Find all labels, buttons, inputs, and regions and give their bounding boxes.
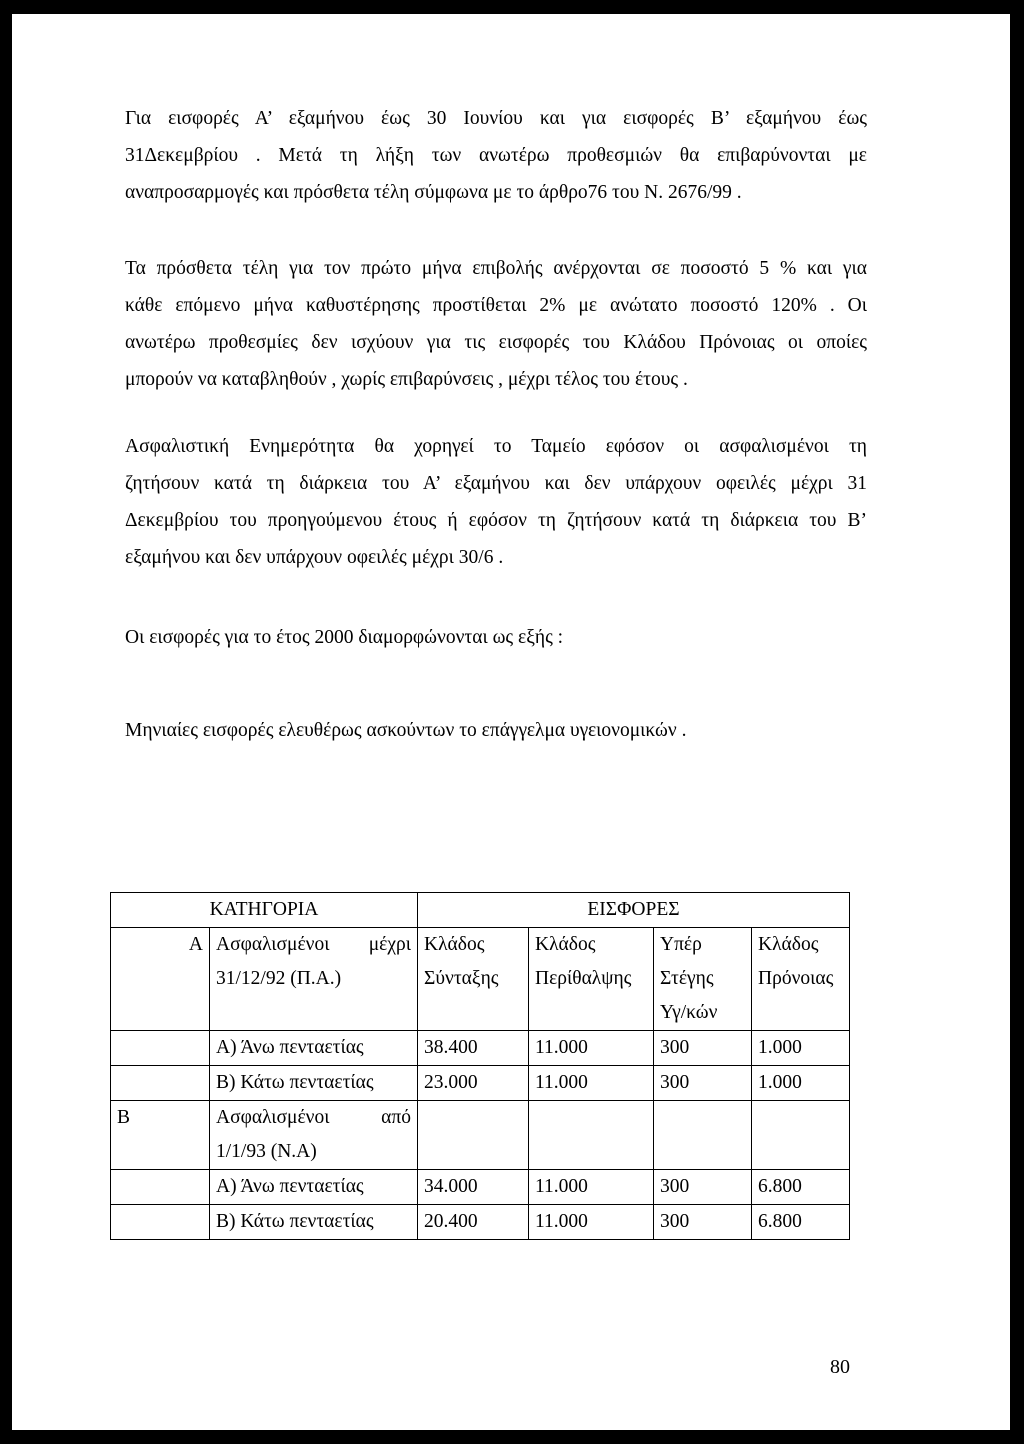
header-category: ΚΑΤΗΓΟΡΙΑ xyxy=(111,893,418,928)
category-label-a xyxy=(210,928,418,1031)
text-line: Για εισφορές Α’ εξαμήνου έως 30 Ιουνίου και για εισφορές Β’ εξαμήνου έως xyxy=(125,108,867,129)
value-cell: 6.800 xyxy=(752,1170,850,1205)
table-caption: Μηνιαίες εισφορές ελευθέρως ασκούντων το επάγγελμα υγειονομικών . xyxy=(125,720,687,741)
empty-cell xyxy=(752,1101,850,1170)
column-header xyxy=(752,928,850,1031)
text-line: ζητήσουν κατά τη διάρκεια του Α’ εξαμήνου και δεν υπάρχουν οφειλές μέχρι 31 xyxy=(125,473,867,494)
paragraph-contributions-intro: Οι εισφορές για το έτος 2000 διαμορφώνονται ως εξής : xyxy=(125,627,564,648)
value-cell: 1.000 xyxy=(752,1066,850,1101)
value-cell: 20.400 xyxy=(418,1205,529,1240)
table-row xyxy=(111,1170,850,1205)
empty-cell xyxy=(111,1066,210,1101)
column-header-line: Στέγης xyxy=(660,968,714,989)
value-cell: 11.000 xyxy=(529,1031,654,1066)
value-cell: 300 xyxy=(654,1205,752,1240)
table-header-row xyxy=(111,893,850,928)
category-label-line: Ασφαλισμένοι μέχρι xyxy=(216,934,411,955)
value-cell: 300 xyxy=(654,1170,752,1205)
column-header-line: Σύνταξης xyxy=(424,968,499,989)
category-label-line: 31/12/92 (Π.Α.) xyxy=(216,968,342,989)
value-cell: 38.400 xyxy=(418,1031,529,1066)
empty-cell xyxy=(418,1101,529,1170)
table-row xyxy=(111,928,850,1031)
value-cell: 11.000 xyxy=(529,1066,654,1101)
table-row xyxy=(111,1066,850,1101)
row-label: Α) Άνω πενταετίας xyxy=(210,1031,418,1066)
page-number: 80 xyxy=(830,1356,850,1378)
category-letter-a: Α xyxy=(111,928,210,1031)
empty-cell xyxy=(111,1205,210,1240)
text-line: εξαμήνου και δεν υπάρχουν οφειλές μέχρι 30/6 . xyxy=(125,547,504,568)
table-row xyxy=(111,1031,850,1066)
paragraph-deadlines xyxy=(125,100,867,211)
value-cell: 23.000 xyxy=(418,1066,529,1101)
contributions-table xyxy=(110,892,850,1240)
text-line: μπορούν να καταβληθούν , χωρίς επιβαρύνσεις , μέχρι τέλος του έτους . xyxy=(125,369,688,390)
category-label-b xyxy=(210,1101,418,1170)
table-row xyxy=(111,1205,850,1240)
column-header xyxy=(418,928,529,1031)
column-header xyxy=(529,928,654,1031)
value-cell: 1.000 xyxy=(752,1031,850,1066)
column-header-line: Κλάδος xyxy=(535,934,596,955)
column-header-line: Περίθαλψης xyxy=(535,968,632,989)
value-cell: 6.800 xyxy=(752,1205,850,1240)
empty-cell xyxy=(111,1170,210,1205)
column-header-line: Υπέρ xyxy=(660,934,702,955)
text-line: 31Δεκεμβρίου . Μετά τη λήξη των ανωτέρω προθεσμιών θα επιβαρύνονται με xyxy=(125,145,867,166)
empty-cell xyxy=(111,1031,210,1066)
category-label-line: Ασφαλισμένοι από xyxy=(216,1107,411,1128)
column-header-line: Κλάδος xyxy=(424,934,485,955)
text-line: Ασφαλιστική Ενημερότητα θα χορηγεί το Ταμείο εφόσον οι ασφαλισμένοι τη xyxy=(125,436,867,457)
header-contributions: ΕΙΣΦΟΡΕΣ xyxy=(418,893,850,928)
text-line: κάθε επόμενο μήνα καθυστέρησης προστίθεται 2% με ανώτατο ποσοστό 120% . Οι xyxy=(125,295,867,316)
column-header-line: Κλάδος xyxy=(758,934,819,955)
value-cell: 300 xyxy=(654,1031,752,1066)
row-label: Β) Κάτω πενταετίας xyxy=(210,1205,418,1240)
row-label: Β) Κάτω πενταετίας xyxy=(210,1066,418,1101)
text-line: αναπροσαρμογές και πρόσθετα τέλη σύμφωνα με το άρθρο76 του Ν. 2676/99 . xyxy=(125,182,742,203)
row-label: Α) Άνω πενταετίας xyxy=(210,1170,418,1205)
empty-cell xyxy=(529,1101,654,1170)
empty-cell xyxy=(654,1101,752,1170)
column-header-line: Υγ/κών xyxy=(660,1002,718,1023)
text-line: ανωτέρω προθεσμίες δεν ισχύουν για τις εισφορές του Κλάδου Πρόνοιας οι οποίες xyxy=(125,332,867,353)
paragraph-insurance-clearance xyxy=(125,428,867,576)
value-cell: 11.000 xyxy=(529,1205,654,1240)
category-label-line: 1/1/93 (Ν.Α) xyxy=(216,1141,317,1162)
value-cell: 34.000 xyxy=(418,1170,529,1205)
category-letter-b: Β xyxy=(111,1101,210,1170)
text-line: Τα πρόσθετα τέλη για τον πρώτο μήνα επιβολής ανέρχονται σε ποσοστό 5 % και για xyxy=(125,258,867,279)
table-row xyxy=(111,1101,850,1170)
column-header-line: Πρόνοιας xyxy=(758,968,834,989)
text-line: Δεκεμβρίου του προηγούμενου έτους ή εφόσον τη ζητήσουν κατά τη διάρκεια του Β’ xyxy=(125,510,867,531)
column-header xyxy=(654,928,752,1031)
value-cell: 300 xyxy=(654,1066,752,1101)
paragraph-surcharges xyxy=(125,250,867,398)
value-cell: 11.000 xyxy=(529,1170,654,1205)
